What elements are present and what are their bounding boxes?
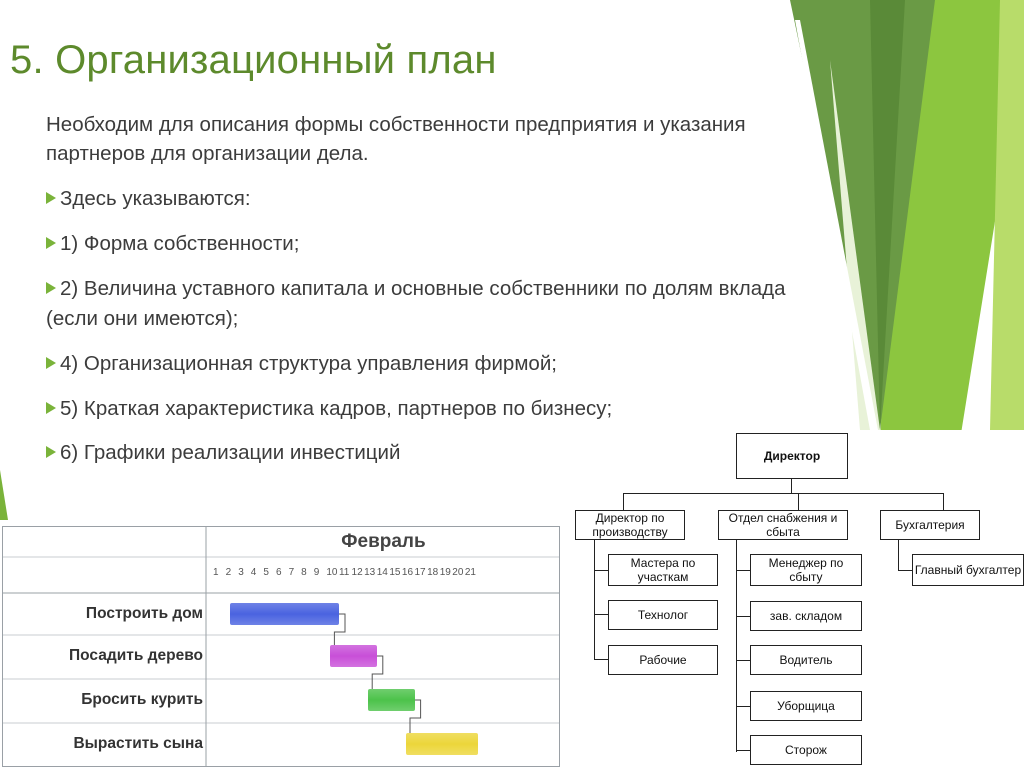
gantt-day-scale [213, 567, 477, 578]
org-box-technologist: Технолог [608, 600, 718, 630]
gantt-day-label: 5 [263, 567, 269, 578]
bullet-item: 5) Краткая характеристика кадров, партнеров по бизнесу; [46, 394, 821, 424]
gantt-day-label: 11 [338, 567, 350, 578]
gantt-day-label: 21 [464, 567, 476, 578]
arrow-bullet-icon [46, 192, 56, 204]
gantt-task-bar [406, 733, 478, 755]
org-box-masters: Мастера по участкам [608, 554, 718, 586]
gantt-task-bar [230, 603, 339, 625]
slide-title: 5. Организационный план [10, 38, 497, 82]
gantt-day-label: 1 [213, 567, 219, 578]
gantt-day-label: 2 [225, 567, 232, 578]
gantt-day-label: 12 [351, 567, 363, 578]
arrow-bullet-icon [46, 402, 56, 414]
gantt-day-label: 6 [275, 567, 282, 578]
org-box-sales-manager: Менеджер по сбыту [750, 554, 862, 586]
gantt-day-label: 7 [288, 567, 295, 578]
gantt-day-label: 8 [301, 567, 307, 578]
org-box-driver: Водитель [750, 645, 862, 675]
gantt-day-label: 9 [313, 567, 320, 578]
org-box-guard: Сторож [750, 735, 862, 765]
gantt-day-label: 16 [401, 567, 414, 578]
bullet-item: Здесь указываются: [46, 184, 821, 214]
bullet-item: 6) Графики реализации инвестиций [46, 438, 821, 468]
arrow-bullet-icon [46, 282, 56, 294]
gantt-day-label: 3 [238, 567, 244, 578]
gantt-day-label: 20 [452, 567, 464, 578]
gantt-day-label: 19 [439, 567, 451, 578]
bullet-item: 4) Организационная структура управления фирмой; [46, 349, 821, 379]
gantt-task-label: Посадить дерево [69, 647, 203, 664]
org-box-workers: Рабочие [608, 645, 718, 675]
gantt-task-label: Построить дом [85, 605, 203, 622]
gantt-day-label: 17 [414, 567, 426, 578]
gantt-day-label: 10 [326, 567, 338, 578]
gantt-day-label: 4 [250, 567, 257, 578]
gantt-month-label: Февраль [341, 531, 426, 552]
org-box-production-director: Директор по производству [575, 510, 685, 540]
gantt-task-bar [330, 645, 376, 667]
org-box-warehouse-head: зав. складом [750, 601, 862, 631]
gantt-chart [2, 526, 560, 767]
org-box-supply-sales: Отдел снабжения и сбыта [718, 510, 848, 540]
org-box-director: Директор [736, 433, 848, 479]
gantt-day-label: 14 [376, 567, 388, 578]
org-chart [568, 430, 1024, 767]
org-box-chief-accountant: Главный бухгалтер [912, 554, 1024, 586]
gantt-day-label: 13 [364, 567, 376, 578]
gantt-day-label: 15 [389, 567, 401, 578]
gantt-task-bar [368, 689, 414, 711]
arrow-bullet-icon [46, 446, 56, 458]
org-box-accounting: Бухгалтерия [880, 510, 980, 540]
gantt-task-label: Вырастить сына [73, 735, 203, 752]
arrow-bullet-icon [46, 237, 56, 249]
intro-text: Необходим для описания формы собственности предприятия и указания партнеров для организации дела. [46, 113, 746, 165]
bullet-item: 1) Форма собственности; [46, 229, 821, 259]
gantt-task-label: Бросить курить [81, 691, 203, 708]
gantt-day-label: 18 [427, 567, 439, 578]
green-left-accent [0, 470, 8, 520]
bullet-item: 2) Величина уставного капитала и основные собственники по долям вклада (если они имеются); [46, 277, 786, 330]
arrow-bullet-icon [46, 357, 56, 369]
org-box-cleaner: Уборщица [750, 691, 862, 721]
